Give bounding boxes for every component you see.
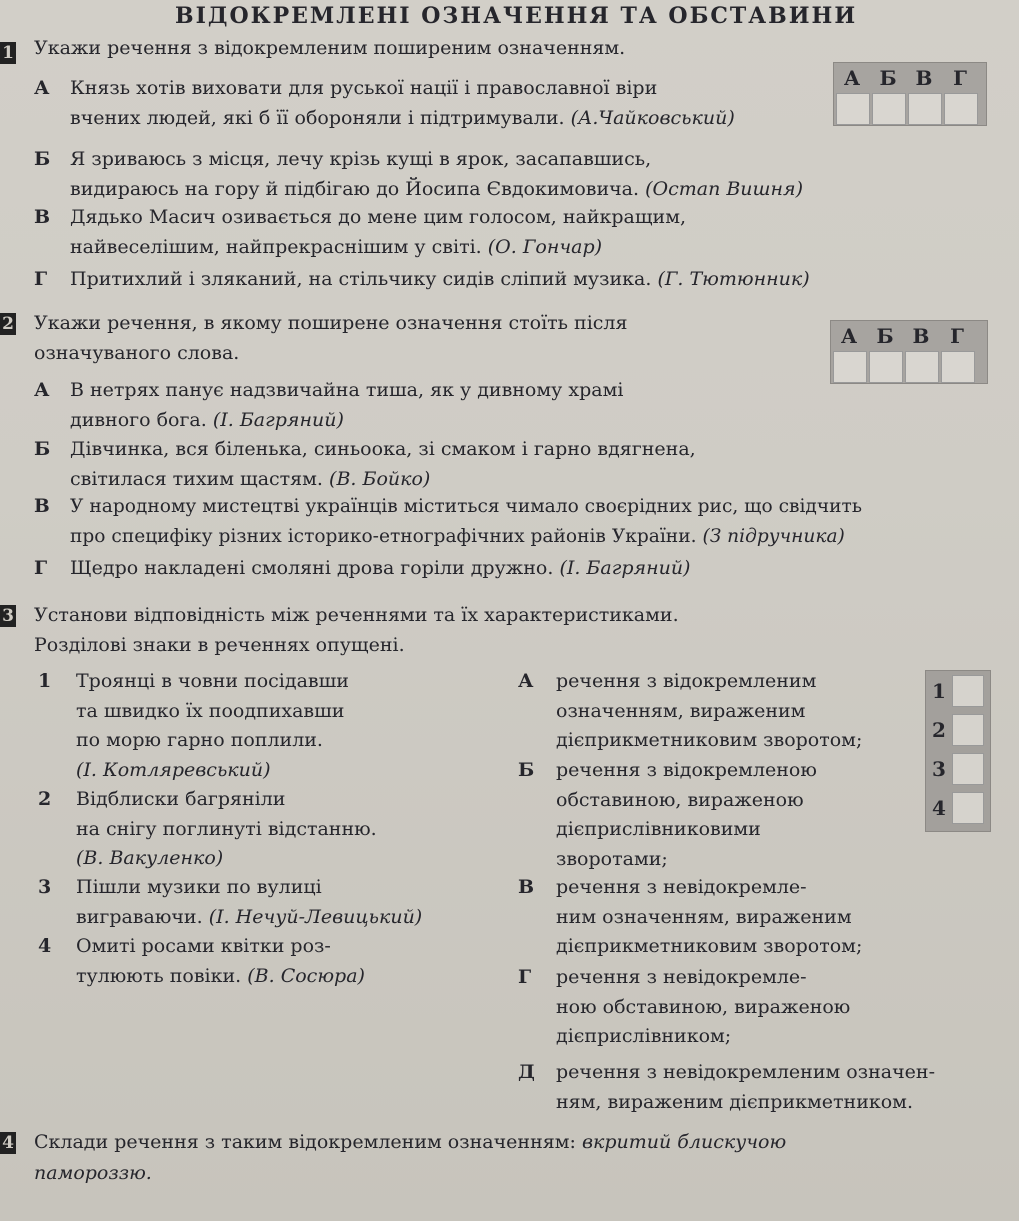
characteristic-a xyxy=(518,667,862,756)
option-text: світилася тихим щастям. xyxy=(70,468,323,490)
grid-letter: В xyxy=(912,324,930,348)
answer-cell[interactable] xyxy=(872,93,906,125)
option-text: Притихлий і зляканий, на стільчику сидів сліпий музика. xyxy=(70,268,652,290)
author: (Г. Тютюнник) xyxy=(657,268,810,290)
item-letter: Б xyxy=(518,759,535,781)
grid-letter: Г xyxy=(953,66,967,90)
characteristic-text: обставиною, вираженою xyxy=(556,788,804,811)
match-number: 1 xyxy=(932,679,946,703)
sentence-4 xyxy=(38,932,478,991)
characteristic-text: речення з відокремленим xyxy=(556,670,817,692)
option-text: про специфіку різних історико-етнографічних районів України. xyxy=(70,526,697,547)
answer-cell[interactable] xyxy=(944,93,978,125)
sentence-2 xyxy=(38,785,478,874)
sentence-text: Пішли музики по вулиці xyxy=(76,876,322,898)
characteristic-v xyxy=(518,873,862,962)
grid-letter: А xyxy=(843,66,861,90)
option-text: Дівчинка, вся біленька, синьоока, зі смаком і гарно вдягнена, xyxy=(70,438,696,460)
option-text: дивного бога. xyxy=(70,409,207,431)
author: (В. Бойко) xyxy=(329,468,431,490)
question-text xyxy=(34,308,628,368)
question-text-line: Установи відповідність між реченнями та їх характеристиками. xyxy=(34,604,679,626)
option-g xyxy=(34,264,810,294)
page-title: ВІДОКРЕМЛЕНІ ОЗНАЧЕННЯ ТА ОБСТАВИНИ xyxy=(175,3,858,29)
author: (В. Сосюра) xyxy=(247,964,365,987)
characteristic-text: речення з невідокремленим означен- xyxy=(556,1061,935,1083)
characteristic-text: ним означенням, вираженим xyxy=(556,905,852,928)
option-letter: В xyxy=(34,206,51,228)
item-number: 2 xyxy=(38,788,52,810)
item-number: 3 xyxy=(38,876,52,898)
match-cell[interactable] xyxy=(952,675,984,707)
item-letter: В xyxy=(518,876,535,898)
match-number: 4 xyxy=(932,796,946,820)
item-letter: Д xyxy=(518,1061,535,1083)
option-b xyxy=(34,434,696,494)
question-number: 3 xyxy=(0,605,16,627)
question-text-line: Склади речення з таким відокремленим означенням: xyxy=(34,1131,576,1153)
characteristic-text: дієприкметниковим зворотом; xyxy=(556,935,863,957)
characteristic-d xyxy=(518,1058,935,1117)
match-cell[interactable] xyxy=(952,753,984,785)
option-text: вчених людей, які б її обороняли і підтримували. xyxy=(70,107,565,129)
item-letter: А xyxy=(518,670,534,692)
characteristic-text: дієприкметниковим зворотом; xyxy=(556,729,863,751)
sentence-3 xyxy=(38,873,498,932)
option-text: Князь хотів виховати для руської нації і православної віри xyxy=(70,77,658,99)
option-letter: В xyxy=(34,496,50,517)
question-text xyxy=(34,600,679,660)
option-letter: Г xyxy=(34,268,48,290)
option-letter: А xyxy=(34,77,50,99)
sentence-text: по морю гарно поплили. xyxy=(76,729,323,751)
answer-cell[interactable] xyxy=(836,93,870,125)
author: (І. Багряний) xyxy=(212,409,344,431)
answer-cell[interactable] xyxy=(941,351,975,383)
option-b xyxy=(34,144,803,204)
answer-cell[interactable] xyxy=(908,93,942,125)
sentence-text: на снігу поглинуті відстанню. xyxy=(76,817,377,840)
option-letter: Б xyxy=(34,148,51,170)
option-letter: А xyxy=(34,379,50,401)
answer-grid-1 xyxy=(833,62,987,126)
option-text: найвеселішим, найпрекраснішим у світі. xyxy=(70,236,482,258)
item-letter: Г xyxy=(518,966,532,988)
phrase: памороззю. xyxy=(34,1162,152,1184)
characteristic-text: речення з невідокремле- xyxy=(556,876,807,898)
question-text-line: Укажи речення, в якому поширене означення стоїть після xyxy=(34,312,628,334)
author: (І. Багряний) xyxy=(559,557,691,579)
characteristic-text: означенням, вираженим xyxy=(556,699,806,722)
option-letter: Г xyxy=(34,557,48,579)
characteristic-b xyxy=(518,756,817,874)
item-number: 4 xyxy=(38,935,52,957)
author: (Остап Вишня) xyxy=(645,178,804,200)
characteristic-text: дієприслівниковими xyxy=(556,818,761,840)
author: (І. Нечуй-Левицький) xyxy=(208,905,423,928)
option-v xyxy=(34,202,686,262)
question-text xyxy=(34,1127,786,1189)
grid-letter: В xyxy=(915,66,933,90)
question-text: Укажи речення з відокремленим поширеним означенням. xyxy=(34,37,626,59)
author: (І. Котляревський) xyxy=(76,758,271,781)
item-number: 1 xyxy=(38,670,52,692)
answer-cell[interactable] xyxy=(833,351,867,383)
author: (В. Вакуленко) xyxy=(76,847,224,869)
option-a xyxy=(34,375,623,435)
option-g xyxy=(34,553,690,583)
characteristic-text: ною обставиною, вираженою xyxy=(556,995,851,1018)
sentence-1 xyxy=(38,667,438,785)
option-text: У народному мистецтві українців міститься чимало своєрідних рис, що свідчить xyxy=(70,496,862,517)
match-number: 3 xyxy=(932,757,946,781)
characteristic-text: ням, вираженим дієприкметником. xyxy=(556,1090,914,1113)
sentence-text: вигравaючи. xyxy=(76,905,203,928)
author: (З підручника) xyxy=(702,526,845,547)
option-letter: Б xyxy=(34,438,51,460)
matching-grid xyxy=(925,670,991,832)
author: (А.Чайковський) xyxy=(570,107,735,129)
characteristic-g xyxy=(518,963,850,1052)
match-cell[interactable] xyxy=(952,792,984,824)
question-text-line: означуваного слова. xyxy=(34,342,240,364)
sentence-text: Відблиски багряніли xyxy=(76,788,286,810)
author: (О. Гончар) xyxy=(487,236,603,258)
sentence-text: Омиті росами квітки роз- xyxy=(76,935,331,957)
match-number: 2 xyxy=(932,718,946,742)
option-text: Дядько Масич озивається до мене цим голосом, найкращим, xyxy=(70,206,687,228)
sentence-text: Троянці в човни посідавши xyxy=(76,670,349,692)
grid-letter: А xyxy=(840,324,858,348)
option-text: Щедро накладені смоляні дрова горіли дружно. xyxy=(70,557,554,579)
option-a xyxy=(34,73,735,133)
question-text-line: Розділові знаки в реченнях опущені. xyxy=(34,634,405,656)
answer-grid-2 xyxy=(830,320,988,384)
sentence-text: та швидко їх поодпихавши xyxy=(76,699,345,722)
characteristic-text: дієприслівником; xyxy=(556,1025,732,1047)
answer-cell[interactable] xyxy=(905,351,939,383)
grid-letter: Б xyxy=(876,324,894,348)
match-cell[interactable] xyxy=(952,714,984,746)
option-text: видираюсь на гору й підбігаю до Йосипа Євдокимовича. xyxy=(70,178,640,200)
question-number: 4 xyxy=(0,1132,16,1154)
grid-letter: Б xyxy=(879,66,897,90)
characteristic-text: зворотами; xyxy=(556,847,668,870)
question-number: 2 xyxy=(0,313,16,335)
grid-letter: Г xyxy=(950,324,964,348)
option-text: Я зриваюсь з місця, лечу крізь кущі в ярок, засапавшись, xyxy=(70,148,652,170)
sentence-text: тулюють повіки. xyxy=(76,964,242,987)
option-v xyxy=(34,492,862,552)
phrase: вкритий блискучою xyxy=(581,1131,787,1153)
characteristic-text: речення з невідокремле- xyxy=(556,966,807,988)
answer-cell[interactable] xyxy=(869,351,903,383)
characteristic-text: речення з відокремленою xyxy=(556,759,817,781)
question-number: 1 xyxy=(0,42,16,64)
option-text: В нетрях панує надзвичайна тиша, як у дивному храмі xyxy=(70,379,624,401)
